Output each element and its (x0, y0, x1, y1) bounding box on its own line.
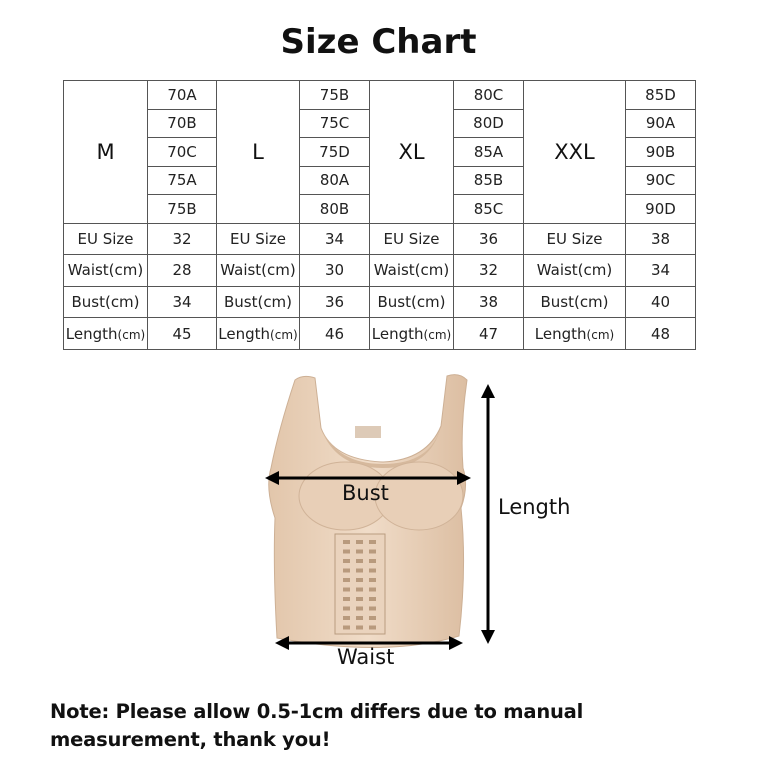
waist-label-cell: Waist(cm) (524, 255, 626, 287)
length-label-cell (217, 318, 300, 350)
cup-size-cell: 70A (148, 81, 217, 110)
hook-eye (356, 578, 363, 582)
waist-label-cell: Waist(cm) (64, 255, 148, 287)
eu-row (64, 223, 696, 255)
length-label-cell (370, 318, 454, 350)
eu-value-cell: 34 (300, 223, 370, 255)
waist-label: Waist (337, 645, 395, 669)
waist-label-cell: Waist(cm) (370, 255, 454, 287)
cup-size-cell: 85D (626, 81, 696, 110)
cup-size-cell: 75A (148, 166, 217, 195)
cup-size-cell: 80D (454, 109, 524, 138)
size-name-cell: L (217, 81, 300, 224)
waist-value-cell: 28 (148, 255, 217, 287)
bust-label: Bust (342, 481, 389, 505)
page-title: Size Chart (280, 22, 477, 62)
cup-size-cell: 75C (300, 109, 370, 138)
hook-eye (356, 626, 363, 630)
cup-size-cell: 75B (300, 81, 370, 110)
hook-eye (356, 569, 363, 573)
cup-size-cell: 75B (148, 195, 217, 224)
bust-value-cell: 36 (300, 286, 370, 318)
bust-value-cell: 40 (626, 286, 696, 318)
eu-label-cell: EU Size (524, 223, 626, 255)
length-label-cell (524, 318, 626, 350)
cup-size-cell: 75D (300, 138, 370, 167)
length-value-cell: 48 (626, 318, 696, 350)
bust-label-cell: Bust(cm) (64, 286, 148, 318)
hook-eye (356, 559, 363, 563)
eu-label-cell: EU Size (217, 223, 300, 255)
hook-eye (369, 616, 376, 620)
waist-label-cell: Waist(cm) (217, 255, 300, 287)
cup-size-cell: 85C (454, 195, 524, 224)
bust-label-cell: Bust(cm) (217, 286, 300, 318)
hook-eye (369, 578, 376, 582)
length-unit-text: (cm) (117, 327, 146, 342)
size-name-cell: XXL (524, 81, 626, 224)
cup-size-cell: 80B (300, 195, 370, 224)
cup-size-cell: 70C (148, 138, 217, 167)
hook-eye (343, 550, 350, 554)
cup-size-cell: 90C (626, 166, 696, 195)
hook-eye (356, 550, 363, 554)
vest-illustration (255, 368, 585, 678)
length-label-text: Length (218, 324, 271, 343)
cup-size-cell: 90B (626, 138, 696, 167)
hook-eye (343, 569, 350, 573)
bust-label-cell: Bust(cm) (524, 286, 626, 318)
hook-eye (343, 626, 350, 630)
hook-eye (356, 597, 363, 601)
cup-size-cell: 85B (454, 166, 524, 195)
waist-value-cell: 32 (454, 255, 524, 287)
eu-value-cell: 36 (454, 223, 524, 255)
length-unit-text: (cm) (586, 327, 615, 342)
measurement-note: Note: Please allow 0.5-1cm differs due to manual measurement, thank you! (50, 700, 584, 751)
length-row (64, 318, 696, 350)
hook-eye (343, 578, 350, 582)
hook-eye (356, 588, 363, 592)
length-label-text: Length (371, 324, 424, 343)
hook-eye (356, 540, 363, 544)
hook-eye (343, 540, 350, 544)
hook-eye (356, 607, 363, 611)
hook-eye (343, 588, 350, 592)
eu-label-cell: EU Size (64, 223, 148, 255)
length-unit-text: (cm) (423, 327, 452, 342)
cup-size-cell: 80C (454, 81, 524, 110)
length-label-cell (64, 318, 148, 350)
waist-value-cell: 30 (300, 255, 370, 287)
bust-value-cell: 34 (148, 286, 217, 318)
length-unit-text: (cm) (270, 327, 298, 342)
size-name-cell: M (64, 81, 148, 224)
eu-value-cell: 32 (148, 223, 217, 255)
length-value-cell: 47 (454, 318, 524, 350)
eu-value-cell: 38 (626, 223, 696, 255)
size-table (63, 80, 696, 350)
cup-size-cell: 85A (454, 138, 524, 167)
bust-label-cell: Bust(cm) (370, 286, 454, 318)
bust-row (64, 286, 696, 318)
cup-size-cell: 70B (148, 109, 217, 138)
hook-eye (369, 550, 376, 554)
waist-row (64, 255, 696, 287)
hook-eye (369, 626, 376, 630)
hook-eye (369, 559, 376, 563)
cup-size-cell: 80A (300, 166, 370, 195)
hook-eye (369, 607, 376, 611)
length-label-text: Length (65, 324, 118, 343)
size-name-cell: XL (370, 81, 454, 224)
length-value-cell: 46 (300, 318, 370, 350)
hook-eye (369, 569, 376, 573)
cup-size-cell: 90D (626, 195, 696, 224)
hook-eye (356, 616, 363, 620)
waist-value-cell: 34 (626, 255, 696, 287)
bust-value-cell: 38 (454, 286, 524, 318)
hook-eye (369, 540, 376, 544)
hook-eye (343, 607, 350, 611)
length-label: Length (498, 495, 571, 519)
hook-eye (343, 559, 350, 563)
length-value-cell: 45 (148, 318, 217, 350)
eu-label-cell: EU Size (370, 223, 454, 255)
hook-eye (369, 588, 376, 592)
length-label-text: Length (534, 324, 587, 343)
cup-row (64, 81, 696, 110)
cup-size-cell: 90A (626, 109, 696, 138)
garment-figure (255, 368, 585, 678)
hook-eye (343, 616, 350, 620)
hook-eye (369, 597, 376, 601)
hook-eye (343, 597, 350, 601)
